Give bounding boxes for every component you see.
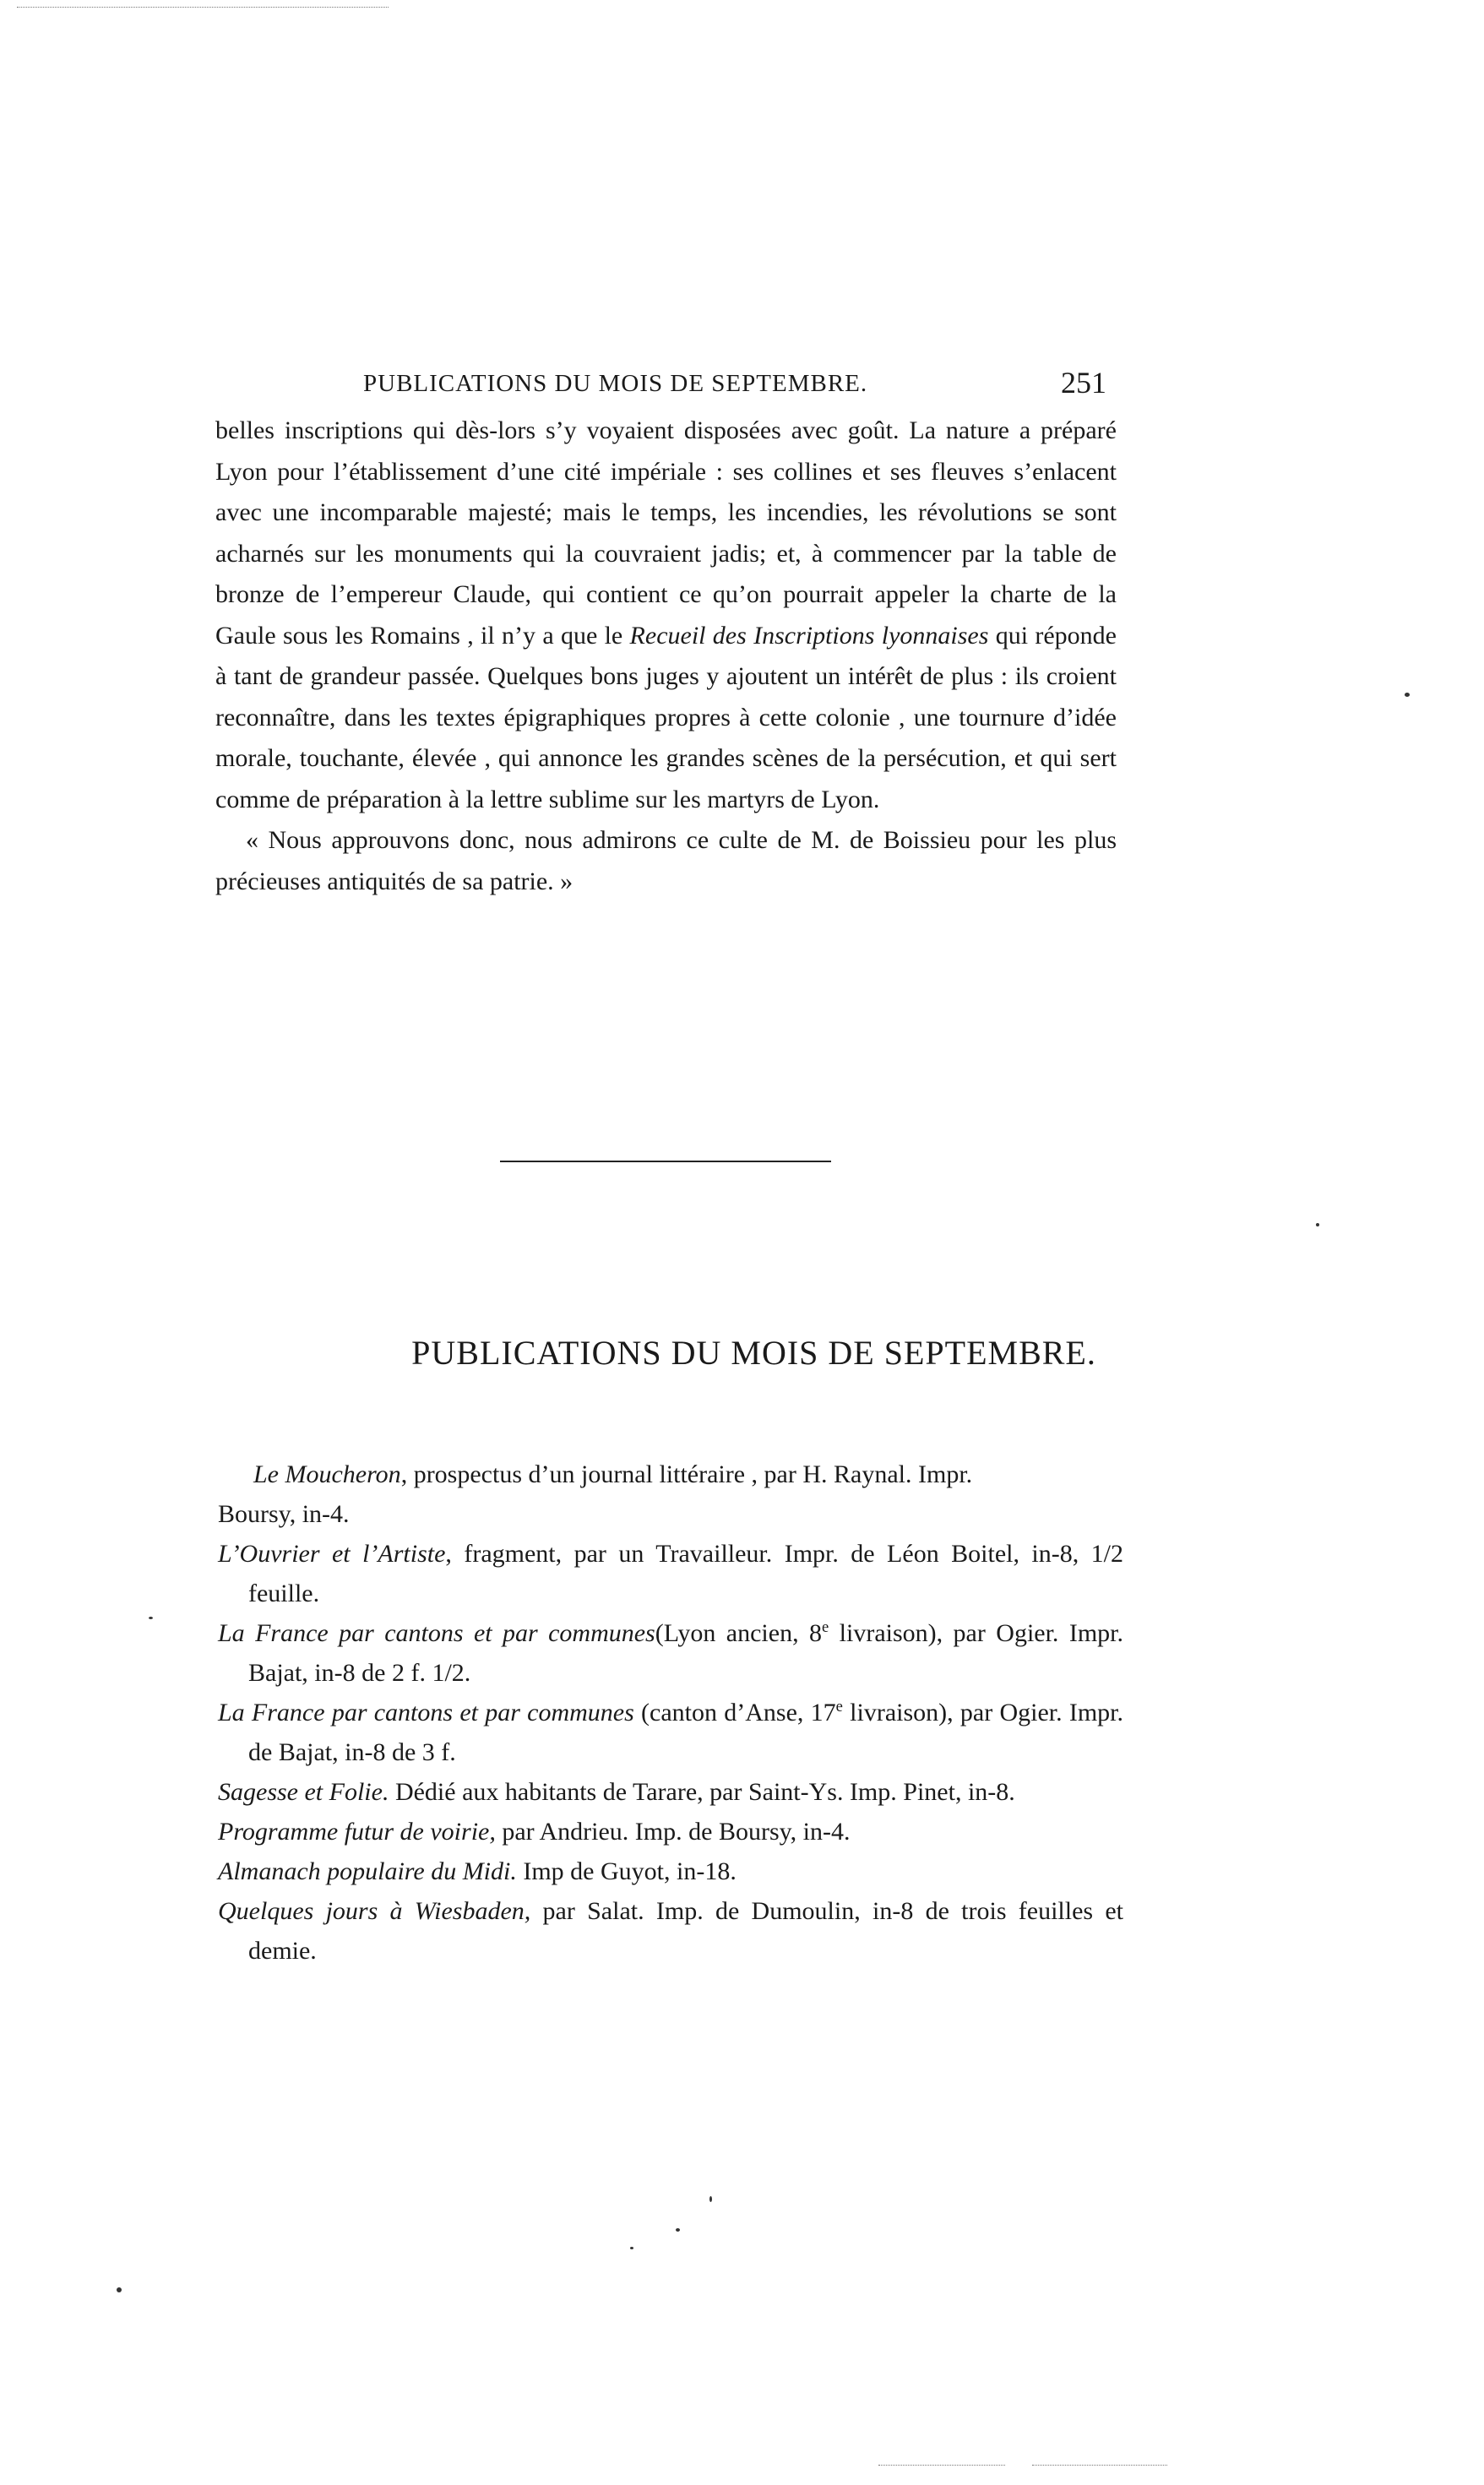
- scan-edge-mark: [17, 7, 389, 8]
- publication-details: (Lyon ancien, 8: [655, 1619, 822, 1647]
- body-paragraph-italic: Recueil des Inscriptions lyonnaises: [629, 621, 989, 650]
- publication-entry: [218, 1891, 1123, 1971]
- publication-first-line: [253, 1460, 972, 1488]
- publication-details: par Andrieu. Imp. de Boursy, in-4.: [495, 1818, 851, 1846]
- publication-details-end: livraison), par Ogier. Impr. Bajat, in-8 de 2 f. 1/2.: [248, 1619, 1123, 1687]
- publication-title: Almanach populaire du Midi.: [218, 1857, 517, 1885]
- publication-title: La France par cantons et par communes: [218, 1619, 655, 1647]
- publication-entry: [218, 1772, 1123, 1812]
- body-paragraph-text-end: qui réponde à tant de grandeur passée. Quelques bons juges y ajoutent un intérêt de plus : ils croient reconnaître, dans les textes épigraphiques propres à cette colonie , une tournure d’idée morale, touchante, élevée , qui annonce les grandes scènes de la persécution, et qui sert comme de préparation à la lettre sublime sur les martyrs de Lyon.: [215, 621, 1117, 813]
- publication-details: par Salat. Imp. de Dumoulin, in-8 de trois feuilles et demie.: [248, 1897, 1124, 1965]
- publication-details: (canton d’Anse, 17: [633, 1699, 836, 1726]
- publication-title: L’Ouvrier et l’Artiste: [218, 1540, 446, 1568]
- scan-speck: [1316, 1223, 1319, 1226]
- publication-title: Programme futur de voirie,: [218, 1818, 496, 1846]
- publication-details: Dédié aux habitants de Tarare, par Saint-Ys. Imp. Pinet, in-8.: [389, 1778, 1015, 1806]
- ordinal-superscript: e: [835, 1698, 843, 1716]
- section-title: PUBLICATIONS DU MOIS DE SEPTEMBRE.: [411, 1334, 1096, 1372]
- scan-edge-mark: [878, 2465, 1005, 2466]
- publication-details: , fragment, par un Travailleur. Impr. de Léon Boitel, in-8, 1/2 feuille.: [248, 1540, 1124, 1607]
- body-paragraph-text: belles inscriptions qui dès-lors s’y voyaient disposées avec goût. La nature a préparé Lyon pour l’établissement d’une cité impériale : ses collines et ses fleuves s’enlacent avec une incomparable majesté; mais le temps, les incendies, les révolutions se sont acharnés sur les monuments qui la couvraient jadis; et, à commencer par la table de bronze de l’empereur Claude, qui contient ce qu’on pourrait appeler la charte de la Gaule sous les Romains , il n’y a que le: [215, 416, 1117, 650]
- publication-entry: [218, 1613, 1123, 1693]
- scan-speck: [1405, 693, 1410, 697]
- publication-entry: [218, 1812, 1123, 1852]
- publication-title: Sagesse et Folie.: [218, 1778, 389, 1806]
- publication-details-continued: Boursy, in-4.: [218, 1500, 350, 1528]
- ordinal-superscript: e: [822, 1618, 829, 1636]
- scan-speck: [709, 2196, 712, 2202]
- running-title: PUBLICATIONS DU MOIS DE SEPTEMBRE.: [363, 370, 868, 397]
- running-head: [363, 365, 1106, 407]
- publication-entry: [218, 1852, 1123, 1891]
- publication-list: [218, 1455, 1123, 1971]
- scan-speck: [149, 1617, 153, 1619]
- body-paragraph-quote: « Nous approuvons donc, nous admirons ce culte de M. de Boissieu pour les plus précieuses antiquités de sa patrie. »: [215, 826, 1117, 895]
- body-text: [215, 411, 1117, 902]
- publication-details: , prospectus d’un journal littéraire , par H. Raynal. Impr.: [400, 1460, 973, 1488]
- scan-speck: [117, 2287, 122, 2292]
- scan-speck: [630, 2247, 633, 2249]
- page-number: 251: [1061, 366, 1106, 400]
- publication-entry: [218, 1693, 1123, 1772]
- body-paragraph: [215, 411, 1117, 820]
- publication-entry: [218, 1534, 1123, 1613]
- publication-title: La France par cantons et par communes: [218, 1699, 634, 1726]
- scan-edge-mark: [1032, 2465, 1167, 2466]
- publication-entry: [218, 1455, 1123, 1534]
- scan-speck: [676, 2228, 680, 2232]
- publication-details: Imp de Guyot, in-18.: [516, 1857, 737, 1885]
- publication-details-end: livraison), par Ogier. Impr. de Bajat, in-8 de 3 f.: [248, 1699, 1123, 1766]
- publication-title: Le Moucheron: [253, 1460, 401, 1488]
- publication-title: Quelques jours à Wiesbaden,: [218, 1897, 531, 1925]
- section-divider: [500, 1161, 831, 1162]
